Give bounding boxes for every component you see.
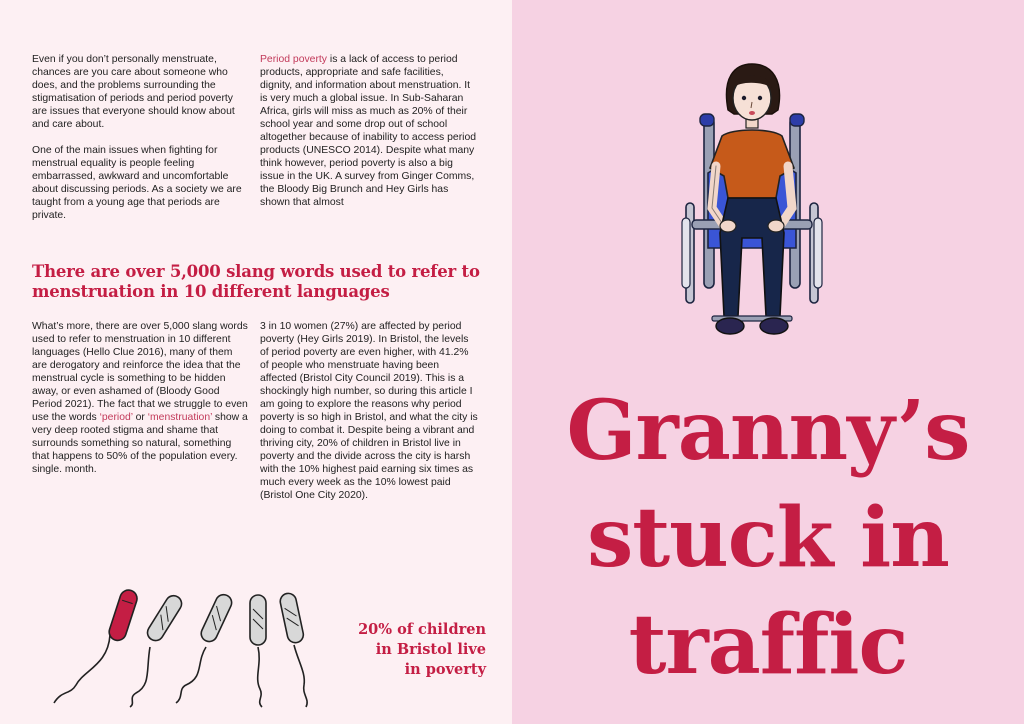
word-menstruation: ‘menstruation’ [147, 412, 213, 423]
callout-stat [322, 620, 486, 680]
paragraph: Even if you don’t personally menstruate, chances are you care about someone who does, and the problems surrounding the stigmatisation of periods and period poverty are issues that everyone should know about and care about. [32, 54, 235, 130]
paragraph: One of the main issues when fighting for menstrual equality is people feeling embarrassed, awkward and uncomfortable about discussing periods. As a society we are taught from a young age that periods are private. [32, 145, 242, 221]
callout-line: 20% of children [358, 621, 486, 638]
word-period: ‘period’ [99, 412, 133, 423]
section-headline: There are over 5,000 slang words used to refer to menstruation in 10 different languages [32, 262, 480, 301]
title-line: traffic [628, 597, 908, 693]
intro-column-2 [260, 53, 478, 222]
intro-column-1 [32, 53, 250, 235]
callout-line: in Bristol live [375, 641, 486, 658]
title-line: Granny’s [566, 383, 970, 479]
body-column-1 [32, 320, 250, 489]
tampon-icon [279, 592, 307, 707]
wheelchair-woman-illustration [672, 58, 832, 348]
main-title [512, 378, 1024, 699]
paragraph [260, 53, 478, 209]
callout-line: in poverty [404, 661, 486, 678]
body-column-2 [260, 320, 478, 515]
tampons-illustration [36, 585, 316, 710]
tampon-icon [250, 595, 266, 707]
title-line: stuck in [587, 490, 949, 586]
tampon-icon [176, 592, 234, 703]
tampon-icon [54, 588, 139, 703]
paragraph-text: is a lack of access to period products, appropriate and safe facilities, dignity, and information about menstruation. It is very much a global issue. In Sub-Saharan Africa, girls will miss as much as 20% of their school year and some drop out of school altogether because of inability to access period products (UNESCO 2014). Despite what many think however, period poverty is also a big issue in the UK. A survey from Ginger Comms, the Bloody Big Brunch and Hey Girls has shown that almost [260, 54, 477, 208]
tampon-icon [130, 593, 185, 707]
period-poverty-highlight: Period poverty [260, 54, 327, 65]
paragraph: What’s more, there are over 5,000 slang words used to refer to menstruation in 10 different languages (Hello Clue 2016), many of them are derogatory and reinforce the idea that the menstrual cycle is something to be hidden away, or even ashamed of (Bloody Good Period 2021). The fact that we struggle to even use the words ‘period’ or ‘menstruation’ show a very deep rooted stigma and shame that surrounds something so natural, something that happens to 50% of the population every. single. month. [32, 321, 248, 475]
paragraph: 3 in 10 women (27%) are affected by period poverty (Hey Girls 2019). In Bristol, the levels of period poverty are even higher, with 41.2% of people who menstruate having been affected (Bristol City Council 2019). This is a shockingly high number, so during this article I am going to explore the reasons why period poverty is so high in Bristol, and what the city is doing to combat it. Despite being a vibrant and thriving city, 20% of children in Bristol live in poverty and the divide across the city is harsh with the 10% highest paid earning six times as much every week as the 10% lowest paid (Bristol One City 2020). [260, 321, 478, 501]
